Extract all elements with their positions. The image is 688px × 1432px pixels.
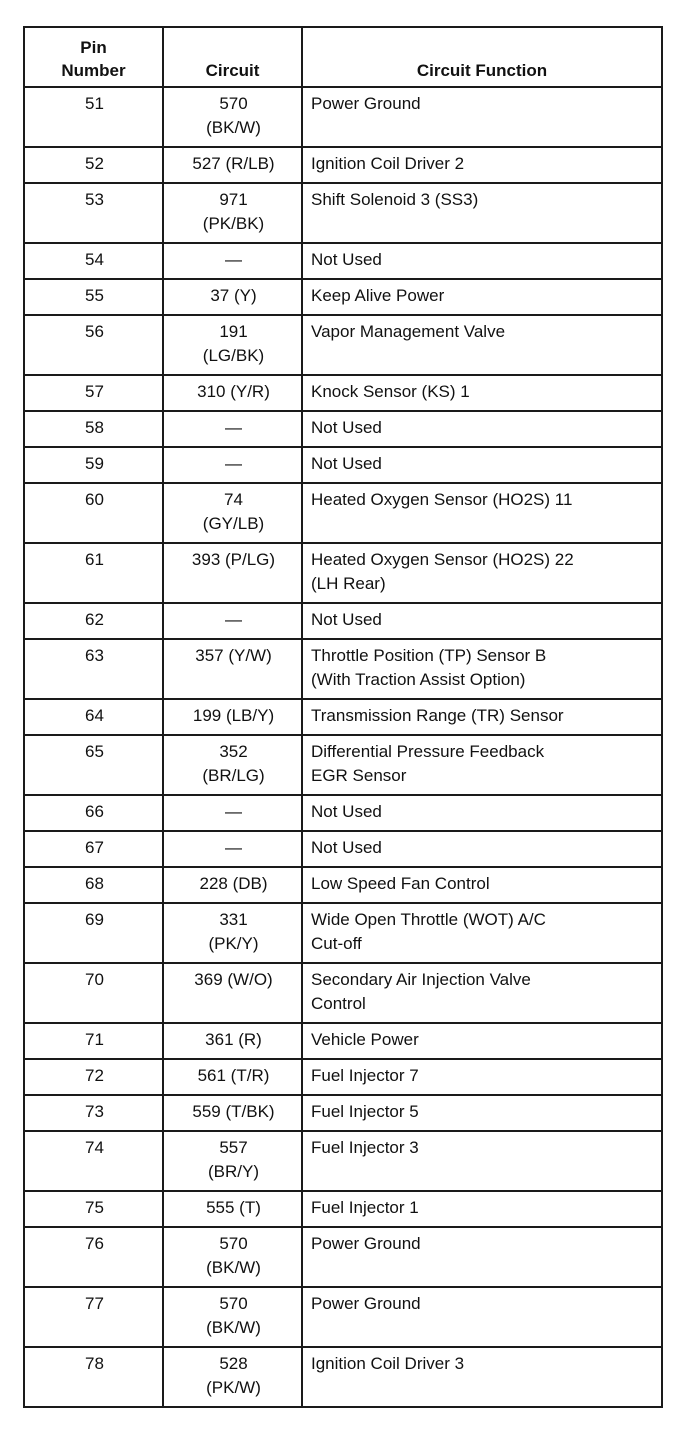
circuit-cell: [163, 411, 302, 447]
table-row: [24, 1347, 662, 1407]
circuit-line: 199 (LB/Y): [192, 706, 275, 725]
circuit-function-cell: [302, 795, 662, 831]
circuit-line: (BK/W): [206, 118, 261, 137]
table-row: [24, 447, 662, 483]
circuit-line: 570: [219, 1234, 248, 1253]
circuit-function-cell: [302, 639, 662, 699]
function-line: Differential Pressure Feedback: [311, 742, 545, 761]
circuit-cell: [163, 1059, 302, 1095]
circuit-cell: [163, 639, 302, 699]
function-line: Not Used: [311, 802, 382, 821]
table-row: [24, 1131, 662, 1191]
circuit-line: (PK/W): [206, 1378, 261, 1397]
pin-number-cell: 65: [24, 735, 163, 795]
circuit-line: 557: [219, 1138, 248, 1157]
pin-number-cell: 57: [24, 375, 163, 411]
function-line: Throttle Position (TP) Sensor B: [311, 646, 547, 665]
pin-number-cell: 72: [24, 1059, 163, 1095]
circuit-line: 74: [224, 490, 243, 509]
pin-number-cell: 64: [24, 699, 163, 735]
circuit-line: —: [225, 454, 242, 473]
circuit-function-cell: [302, 375, 662, 411]
table-header: [24, 27, 662, 87]
function-line: Knock Sensor (KS) 1: [311, 382, 470, 401]
pin-number-cell: 52: [24, 147, 163, 183]
circuit-function-cell: [302, 1347, 662, 1407]
circuit-cell: [163, 1191, 302, 1227]
circuit-line: (BK/W): [206, 1258, 261, 1277]
pin-number-cell: 70: [24, 963, 163, 1023]
table-row: [24, 483, 662, 543]
circuit-function-cell: [302, 411, 662, 447]
pin-number-cell: 62: [24, 603, 163, 639]
circuit-line: 191: [219, 322, 248, 341]
table-row: [24, 411, 662, 447]
function-line: Vehicle Power: [311, 1030, 419, 1049]
header-circuit: Circuit: [163, 27, 302, 87]
function-line: Vapor Management Valve: [311, 322, 506, 341]
table-row: [24, 243, 662, 279]
table-row: [24, 1287, 662, 1347]
pin-number-cell: 67: [24, 831, 163, 867]
circuit-line: 570: [219, 1294, 248, 1313]
table-row: [24, 639, 662, 699]
circuit-line: 555 (T): [206, 1198, 261, 1217]
circuit-cell: [163, 903, 302, 963]
circuit-cell: [163, 1227, 302, 1287]
pin-number-cell: 73: [24, 1095, 163, 1131]
table-row: [24, 867, 662, 903]
circuit-line: 559 (T/BK): [192, 1102, 275, 1121]
table-row: [24, 147, 662, 183]
header-pin-number: [24, 27, 163, 87]
function-line: Not Used: [311, 838, 382, 857]
circuit-function-cell: [302, 1287, 662, 1347]
circuit-function-cell: [302, 1023, 662, 1059]
circuit-cell: [163, 87, 302, 147]
circuit-function-cell: [302, 831, 662, 867]
table-row: [24, 1023, 662, 1059]
function-line: Fuel Injector 1: [311, 1198, 419, 1217]
circuit-line: 971: [219, 190, 248, 209]
function-line: Heated Oxygen Sensor (HO2S) 11: [311, 490, 573, 509]
circuit-cell: [163, 1287, 302, 1347]
circuit-line: 361 (R): [205, 1030, 262, 1049]
pin-number-cell: 63: [24, 639, 163, 699]
circuit-function-cell: [302, 1227, 662, 1287]
function-line: Ignition Coil Driver 2: [311, 154, 465, 173]
circuit-line: (BR/Y): [208, 1162, 259, 1181]
circuit-cell: [163, 375, 302, 411]
table-row: [24, 1095, 662, 1131]
pin-number-cell: 66: [24, 795, 163, 831]
function-line: Power Ground: [311, 94, 421, 113]
function-line: Transmission Range (TR) Sensor: [311, 706, 564, 725]
circuit-line: 570: [219, 94, 248, 113]
pin-number-cell: 53: [24, 183, 163, 243]
circuit-line: 37 (Y): [210, 286, 257, 305]
pin-number-cell: 54: [24, 243, 163, 279]
circuit-cell: [163, 543, 302, 603]
function-line: Power Ground: [311, 1234, 421, 1253]
pin-number-cell: 51: [24, 87, 163, 147]
function-line: Secondary Air Injection Valve: [311, 970, 531, 989]
circuit-cell: [163, 699, 302, 735]
function-line: Not Used: [311, 610, 382, 629]
pin-number-cell: 56: [24, 315, 163, 375]
pin-number-cell: 68: [24, 867, 163, 903]
header-pin-line1: Pin: [80, 38, 107, 57]
pin-number-cell: 55: [24, 279, 163, 315]
table-row: [24, 279, 662, 315]
circuit-cell: [163, 831, 302, 867]
circuit-function-cell: [302, 483, 662, 543]
table-row: [24, 543, 662, 603]
function-line: Fuel Injector 3: [311, 1138, 419, 1157]
function-line: Not Used: [311, 454, 382, 473]
pin-number-cell: 77: [24, 1287, 163, 1347]
circuit-cell: [163, 867, 302, 903]
circuit-cell: [163, 963, 302, 1023]
circuit-line: 369 (W/O): [194, 970, 273, 989]
function-line: Ignition Coil Driver 3: [311, 1354, 465, 1373]
pin-number-cell: 59: [24, 447, 163, 483]
circuit-line: 393 (P/LG): [191, 550, 276, 569]
function-line: Keep Alive Power: [311, 286, 445, 305]
table-row: [24, 315, 662, 375]
circuit-line: 228 (DB): [199, 874, 268, 893]
pin-number-cell: 58: [24, 411, 163, 447]
circuit-cell: [163, 1023, 302, 1059]
circuit-line: (LG/BK): [202, 346, 265, 365]
circuit-cell: [163, 279, 302, 315]
table-row: [24, 963, 662, 1023]
circuit-line: (BR/LG): [202, 766, 265, 785]
pin-number-cell: 78: [24, 1347, 163, 1407]
table-row: [24, 87, 662, 147]
circuit-line: —: [225, 838, 242, 857]
circuit-function-cell: [302, 1131, 662, 1191]
circuit-function-cell: [302, 87, 662, 147]
pin-number-cell: 74: [24, 1131, 163, 1191]
circuit-line: 561 (T/R): [197, 1066, 270, 1085]
table-row: [24, 1227, 662, 1287]
table-row: [24, 699, 662, 735]
table-row: [24, 831, 662, 867]
pin-number-cell: 69: [24, 903, 163, 963]
circuit-cell: [163, 315, 302, 375]
function-line: Not Used: [311, 250, 382, 269]
pin-number-cell: 61: [24, 543, 163, 603]
function-line: Cut-off: [311, 934, 362, 953]
circuit-function-cell: [302, 735, 662, 795]
function-line: Fuel Injector 7: [311, 1066, 419, 1085]
pin-number-cell: 76: [24, 1227, 163, 1287]
function-line: EGR Sensor: [311, 766, 407, 785]
circuit-function-cell: [302, 1191, 662, 1227]
circuit-cell: [163, 243, 302, 279]
circuit-line: 528: [219, 1354, 248, 1373]
table-row: [24, 603, 662, 639]
circuit-line: —: [225, 610, 242, 629]
circuit-line: (BK/W): [206, 1318, 261, 1337]
circuit-function-cell: [302, 315, 662, 375]
circuit-function-cell: [302, 279, 662, 315]
table-row: [24, 183, 662, 243]
header-circuit-function: Circuit Function: [302, 27, 662, 87]
circuit-line: 331: [219, 910, 248, 929]
circuit-cell: [163, 447, 302, 483]
function-line: Fuel Injector 5: [311, 1102, 419, 1121]
circuit-function-cell: [302, 147, 662, 183]
circuit-cell: [163, 1131, 302, 1191]
circuit-cell: [163, 603, 302, 639]
header-pin-line2: Number: [61, 61, 126, 80]
circuit-cell: [163, 483, 302, 543]
circuit-function-cell: [302, 543, 662, 603]
circuit-function-cell: [302, 963, 662, 1023]
circuit-line: (GY/LB): [202, 514, 265, 533]
circuit-line: 352: [219, 742, 248, 761]
circuit-function-cell: [302, 1059, 662, 1095]
circuit-function-cell: [302, 867, 662, 903]
circuit-cell: [163, 735, 302, 795]
table-body: [24, 87, 662, 1407]
table-row: [24, 903, 662, 963]
circuit-function-cell: [302, 243, 662, 279]
circuit-cell: [163, 1347, 302, 1407]
function-line: (With Traction Assist Option): [311, 670, 526, 689]
circuit-function-cell: [302, 447, 662, 483]
circuit-line: (PK/BK): [202, 214, 265, 233]
pin-number-cell: 60: [24, 483, 163, 543]
function-line: (LH Rear): [311, 574, 386, 593]
circuit-line: 357 (Y/W): [195, 646, 272, 665]
circuit-function-cell: [302, 603, 662, 639]
pin-number-cell: 75: [24, 1191, 163, 1227]
circuit-function-cell: [302, 903, 662, 963]
circuit-line: —: [225, 250, 242, 269]
circuit-function-cell: [302, 1095, 662, 1131]
table-row: [24, 1191, 662, 1227]
circuit-line: —: [225, 418, 242, 437]
circuit-function-cell: [302, 699, 662, 735]
function-line: Heated Oxygen Sensor (HO2S) 22: [311, 550, 574, 569]
circuit-line: —: [225, 802, 242, 821]
circuit-cell: [163, 183, 302, 243]
circuit-line: (PK/Y): [208, 934, 259, 953]
circuit-cell: [163, 1095, 302, 1131]
function-line: Not Used: [311, 418, 382, 437]
pin-table: [23, 26, 663, 1408]
function-line: Power Ground: [311, 1294, 421, 1313]
header-row: [24, 27, 662, 87]
circuit-cell: [163, 795, 302, 831]
circuit-line: 527 (R/LB): [192, 154, 275, 173]
function-line: Low Speed Fan Control: [311, 874, 490, 893]
table-row: [24, 735, 662, 795]
table-row: [24, 375, 662, 411]
pin-number-cell: 71: [24, 1023, 163, 1059]
function-line: Control: [311, 994, 366, 1013]
circuit-cell: [163, 147, 302, 183]
function-line: Wide Open Throttle (WOT) A/C: [311, 910, 546, 929]
circuit-function-cell: [302, 183, 662, 243]
circuit-line: 310 (Y/R): [197, 382, 270, 401]
function-line: Shift Solenoid 3 (SS3): [311, 190, 479, 209]
table-row: [24, 1059, 662, 1095]
table-row: [24, 795, 662, 831]
